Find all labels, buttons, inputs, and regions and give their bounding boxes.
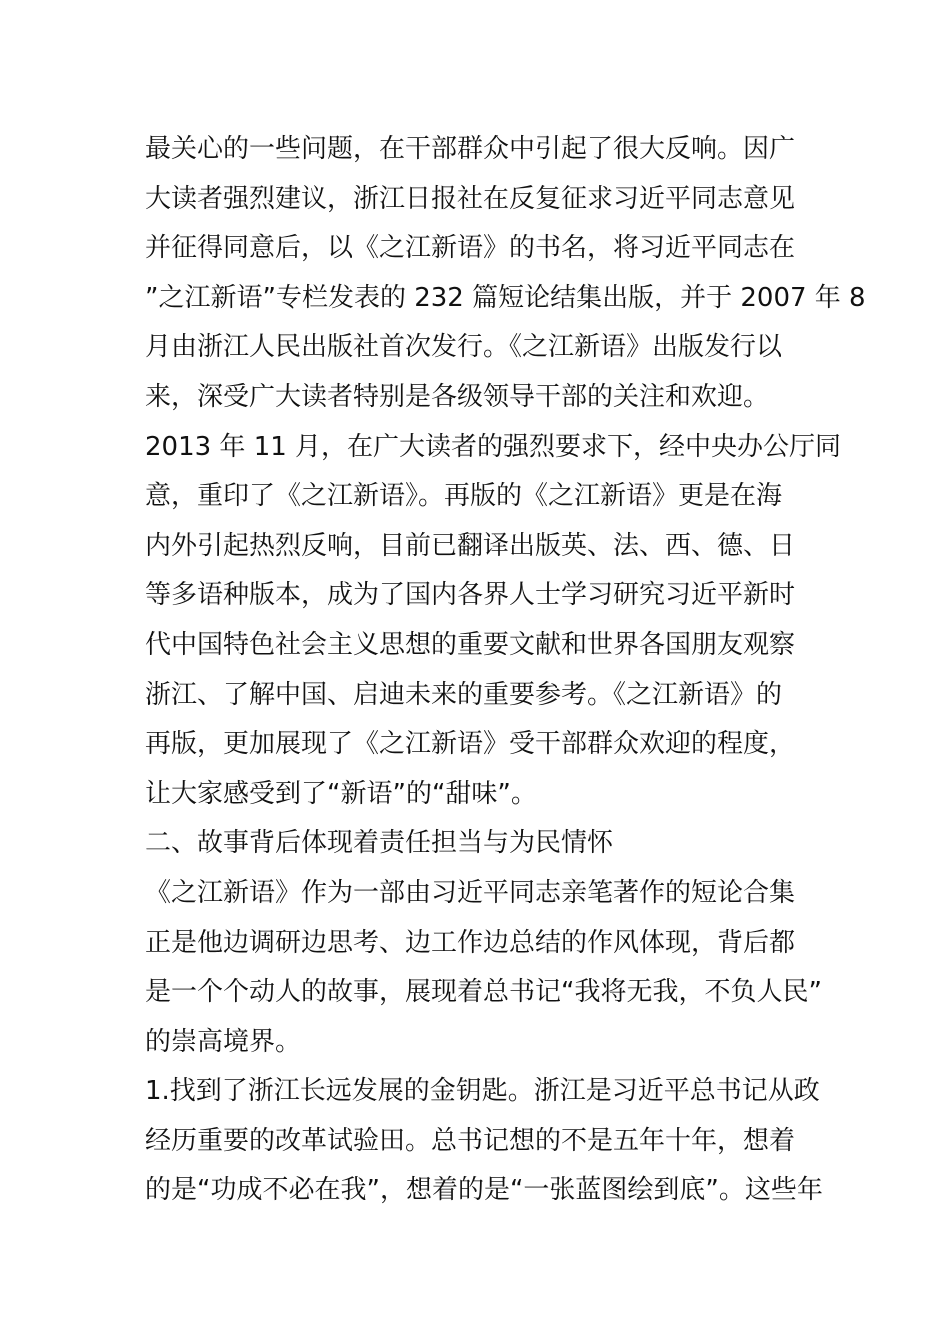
text-line: 意，重印了《之江新语》。再版的《之江新语》更是在海: [145, 481, 783, 512]
body-text: [145, 125, 866, 1216]
section-heading: 二、故事背后体现着责任担当与为民情怀: [145, 828, 614, 859]
text-line: 正是他边调研边思考、边工作边总结的作风体现，背后都: [145, 927, 796, 958]
text-line: 来，深受广大读者特别是各级领导干部的关注和欢迎。: [145, 381, 770, 412]
text-line: 浙江、了解中国、启迪未来的重要参考。《之江新语》的: [145, 679, 783, 710]
text-line: 最关心的一些问题，在干部群众中引起了很大反响。因广: [145, 134, 796, 164]
text-line: 的是“功成不必在我”，想着的是“一张蓝图绘到底”。这些年: [145, 1175, 823, 1206]
text-line: 再版，更加展现了《之江新语》受干部群众欢迎的程度，: [145, 729, 796, 760]
text-line: 经历重要的改革试验田。总书记想的不是五年十年，想着: [145, 1125, 796, 1156]
text-line: 《之江新语》作为一部由习近平同志亲笔著作的短论合集: [145, 877, 796, 908]
text-line: 并征得同意后，以《之江新语》的书名，将习近平同志在: [145, 233, 796, 264]
text-line: 内外引起热烈反响，目前已翻译出版英、法、西、德、日: [145, 530, 796, 561]
text-line: 大读者强烈建议，浙江日报社在反复征求习近平同志意见: [145, 183, 796, 214]
text-line: 2013 年 11 月，在广大读者的强烈要求下，经中央办公厅同: [145, 431, 842, 462]
text-line: 1.找到了浙江长远发展的金钥匙。浙江是习近平总书记从政: [145, 1076, 820, 1107]
text-line: 等多语种版本，成为了国内各界人士学习研究习近平新时: [145, 580, 796, 611]
text-line: 月由浙江人民出版社首次发行。《之江新语》出版发行以: [145, 332, 783, 363]
text-line: 让大家感受到了“新语”的“甜味”。: [145, 778, 537, 809]
text-line: 是一个个动人的故事，展现着总书记“我将无我，不负人民”: [145, 977, 822, 1008]
text-line: ”之江新语”专栏发表的 232 篇短论结集出版，并于 2007 年 8: [145, 282, 866, 313]
text-line: 代中国特色社会主义思想的重要文献和世界各国朋友观察: [145, 629, 796, 660]
text-line: 的崇高境界。: [145, 1026, 302, 1057]
